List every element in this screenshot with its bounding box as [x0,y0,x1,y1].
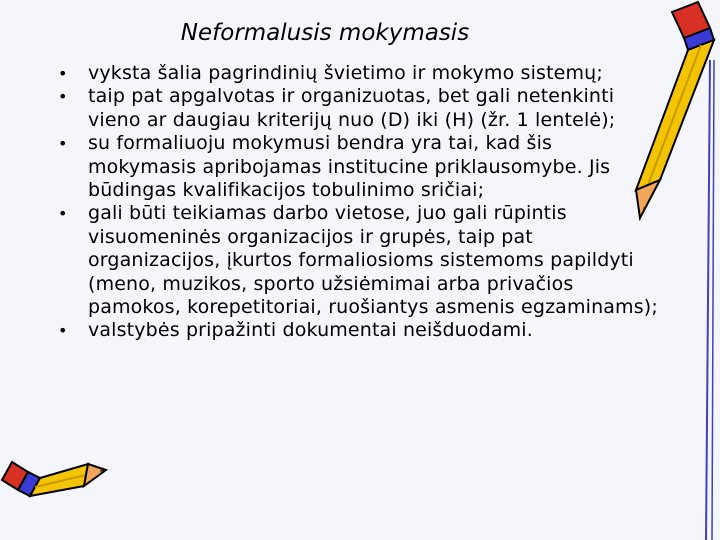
bullet-text: taip pat apgalvotas ir organizuotas, bet gali netenkinti vieno ar daugiau kriterijų nuo (D) iki (H) (žr. 1 lentelė); [88,85,616,131]
pencil-icon [0,440,110,520]
bullet-item [50,132,660,202]
bullet-dot: • [58,64,68,83]
bullet-dot: • [58,204,68,224]
bullet-text: gali būti teikiamas darbo vietose, juo gali rūpintis visuomeninės organizacijos ir grupės, taip pat organizacijos, įkurtos formaliosioms sistemoms papildyti (meno, muzikos, sporto užsiėmimai arba privačios pamokos, korepetitoriai, ruošiantys asmenis egzaminams); [88,202,658,319]
bullet-text: su formaliuoju mokymusi bendra yra tai, kad šis mokymasis apribojamas institucine priklausomybe. Jis būdingas kvalifikacijos tobulinimo sričiai; [88,132,611,202]
bullet-dot: • [58,87,68,107]
pencil-icon [600,0,720,540]
bullet-dot: • [58,321,68,341]
bullet-item [50,62,660,85]
bullet-item [50,85,660,132]
bullet-list [50,62,660,343]
bullet-dot: • [58,134,68,154]
bullet-item [50,319,660,342]
bullet-text: valstybės pripažinti dokumentai neišduodami. [88,319,533,342]
bullet-item [50,202,660,319]
slide-title: Neformalusis mokymasis [180,20,470,46]
bullet-text: vyksta šalia pagrindinių švietimo ir mokymo sistemų; [88,62,603,84]
